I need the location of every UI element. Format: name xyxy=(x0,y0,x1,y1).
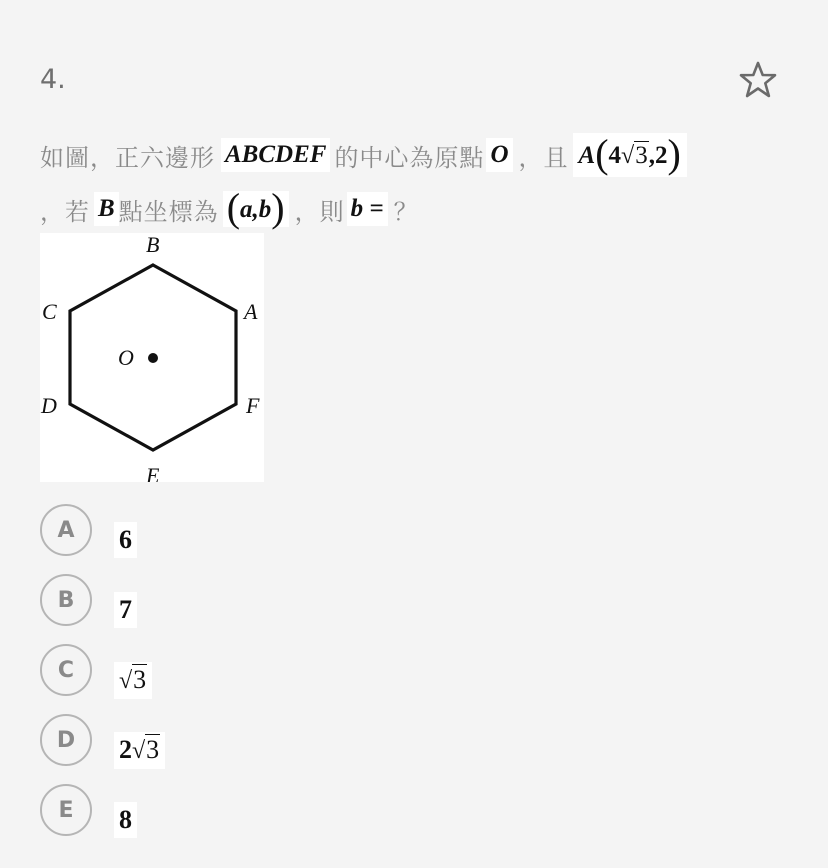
option-letter-circle[interactable]: B xyxy=(40,574,92,626)
option-value: 8 xyxy=(114,802,137,838)
math-b-equals: b = xyxy=(347,192,388,226)
question-text: 如圖，正六邊形 xyxy=(40,143,215,172)
math-point-b: B xyxy=(94,192,119,226)
question-number: 4. xyxy=(40,64,66,95)
question-text: 的中心為原點 xyxy=(334,143,485,172)
star-icon[interactable] xyxy=(738,60,778,100)
vertex-label-f: F xyxy=(246,393,260,418)
vertex-label-b: B xyxy=(146,233,160,257)
question-text: ，若 xyxy=(40,197,90,226)
option-letter-circle[interactable]: E xyxy=(40,784,92,836)
hexagon-diagram xyxy=(40,233,264,482)
vertex-label-e: E xyxy=(146,463,160,482)
math-hexagon-name: ABCDEF xyxy=(221,138,330,172)
question-line-2 xyxy=(40,185,419,230)
option-letter-circle[interactable]: C xyxy=(40,644,92,696)
origin-label: O xyxy=(118,345,134,370)
hexagon-figure xyxy=(40,233,264,482)
question-text: ？ xyxy=(393,197,419,226)
option-value: 2√3 xyxy=(114,732,165,769)
option-b[interactable] xyxy=(40,572,300,628)
math-coordinates-ab: (a,b) xyxy=(223,191,289,227)
option-letter-circle[interactable]: D xyxy=(40,714,92,766)
math-origin: O xyxy=(486,138,512,172)
option-e[interactable] xyxy=(40,782,300,838)
option-c[interactable] xyxy=(40,642,300,698)
option-letter-circle[interactable]: A xyxy=(40,504,92,556)
question-line-1 xyxy=(40,126,687,184)
question-text: ，且 xyxy=(518,143,569,172)
question-text: ，則 xyxy=(294,197,345,226)
vertex-label-c: C xyxy=(42,299,57,324)
option-value: √3 xyxy=(114,662,152,699)
option-value: 6 xyxy=(114,522,137,558)
vertex-label-a: A xyxy=(244,299,258,324)
option-value: 7 xyxy=(114,592,137,628)
question-text: 點坐標為 xyxy=(118,197,219,226)
math-point-a: A(4√3,2) xyxy=(573,133,687,177)
origin-dot xyxy=(148,353,158,363)
vertex-label-d: D xyxy=(41,393,57,418)
option-a[interactable] xyxy=(40,502,300,558)
option-d[interactable] xyxy=(40,712,300,768)
